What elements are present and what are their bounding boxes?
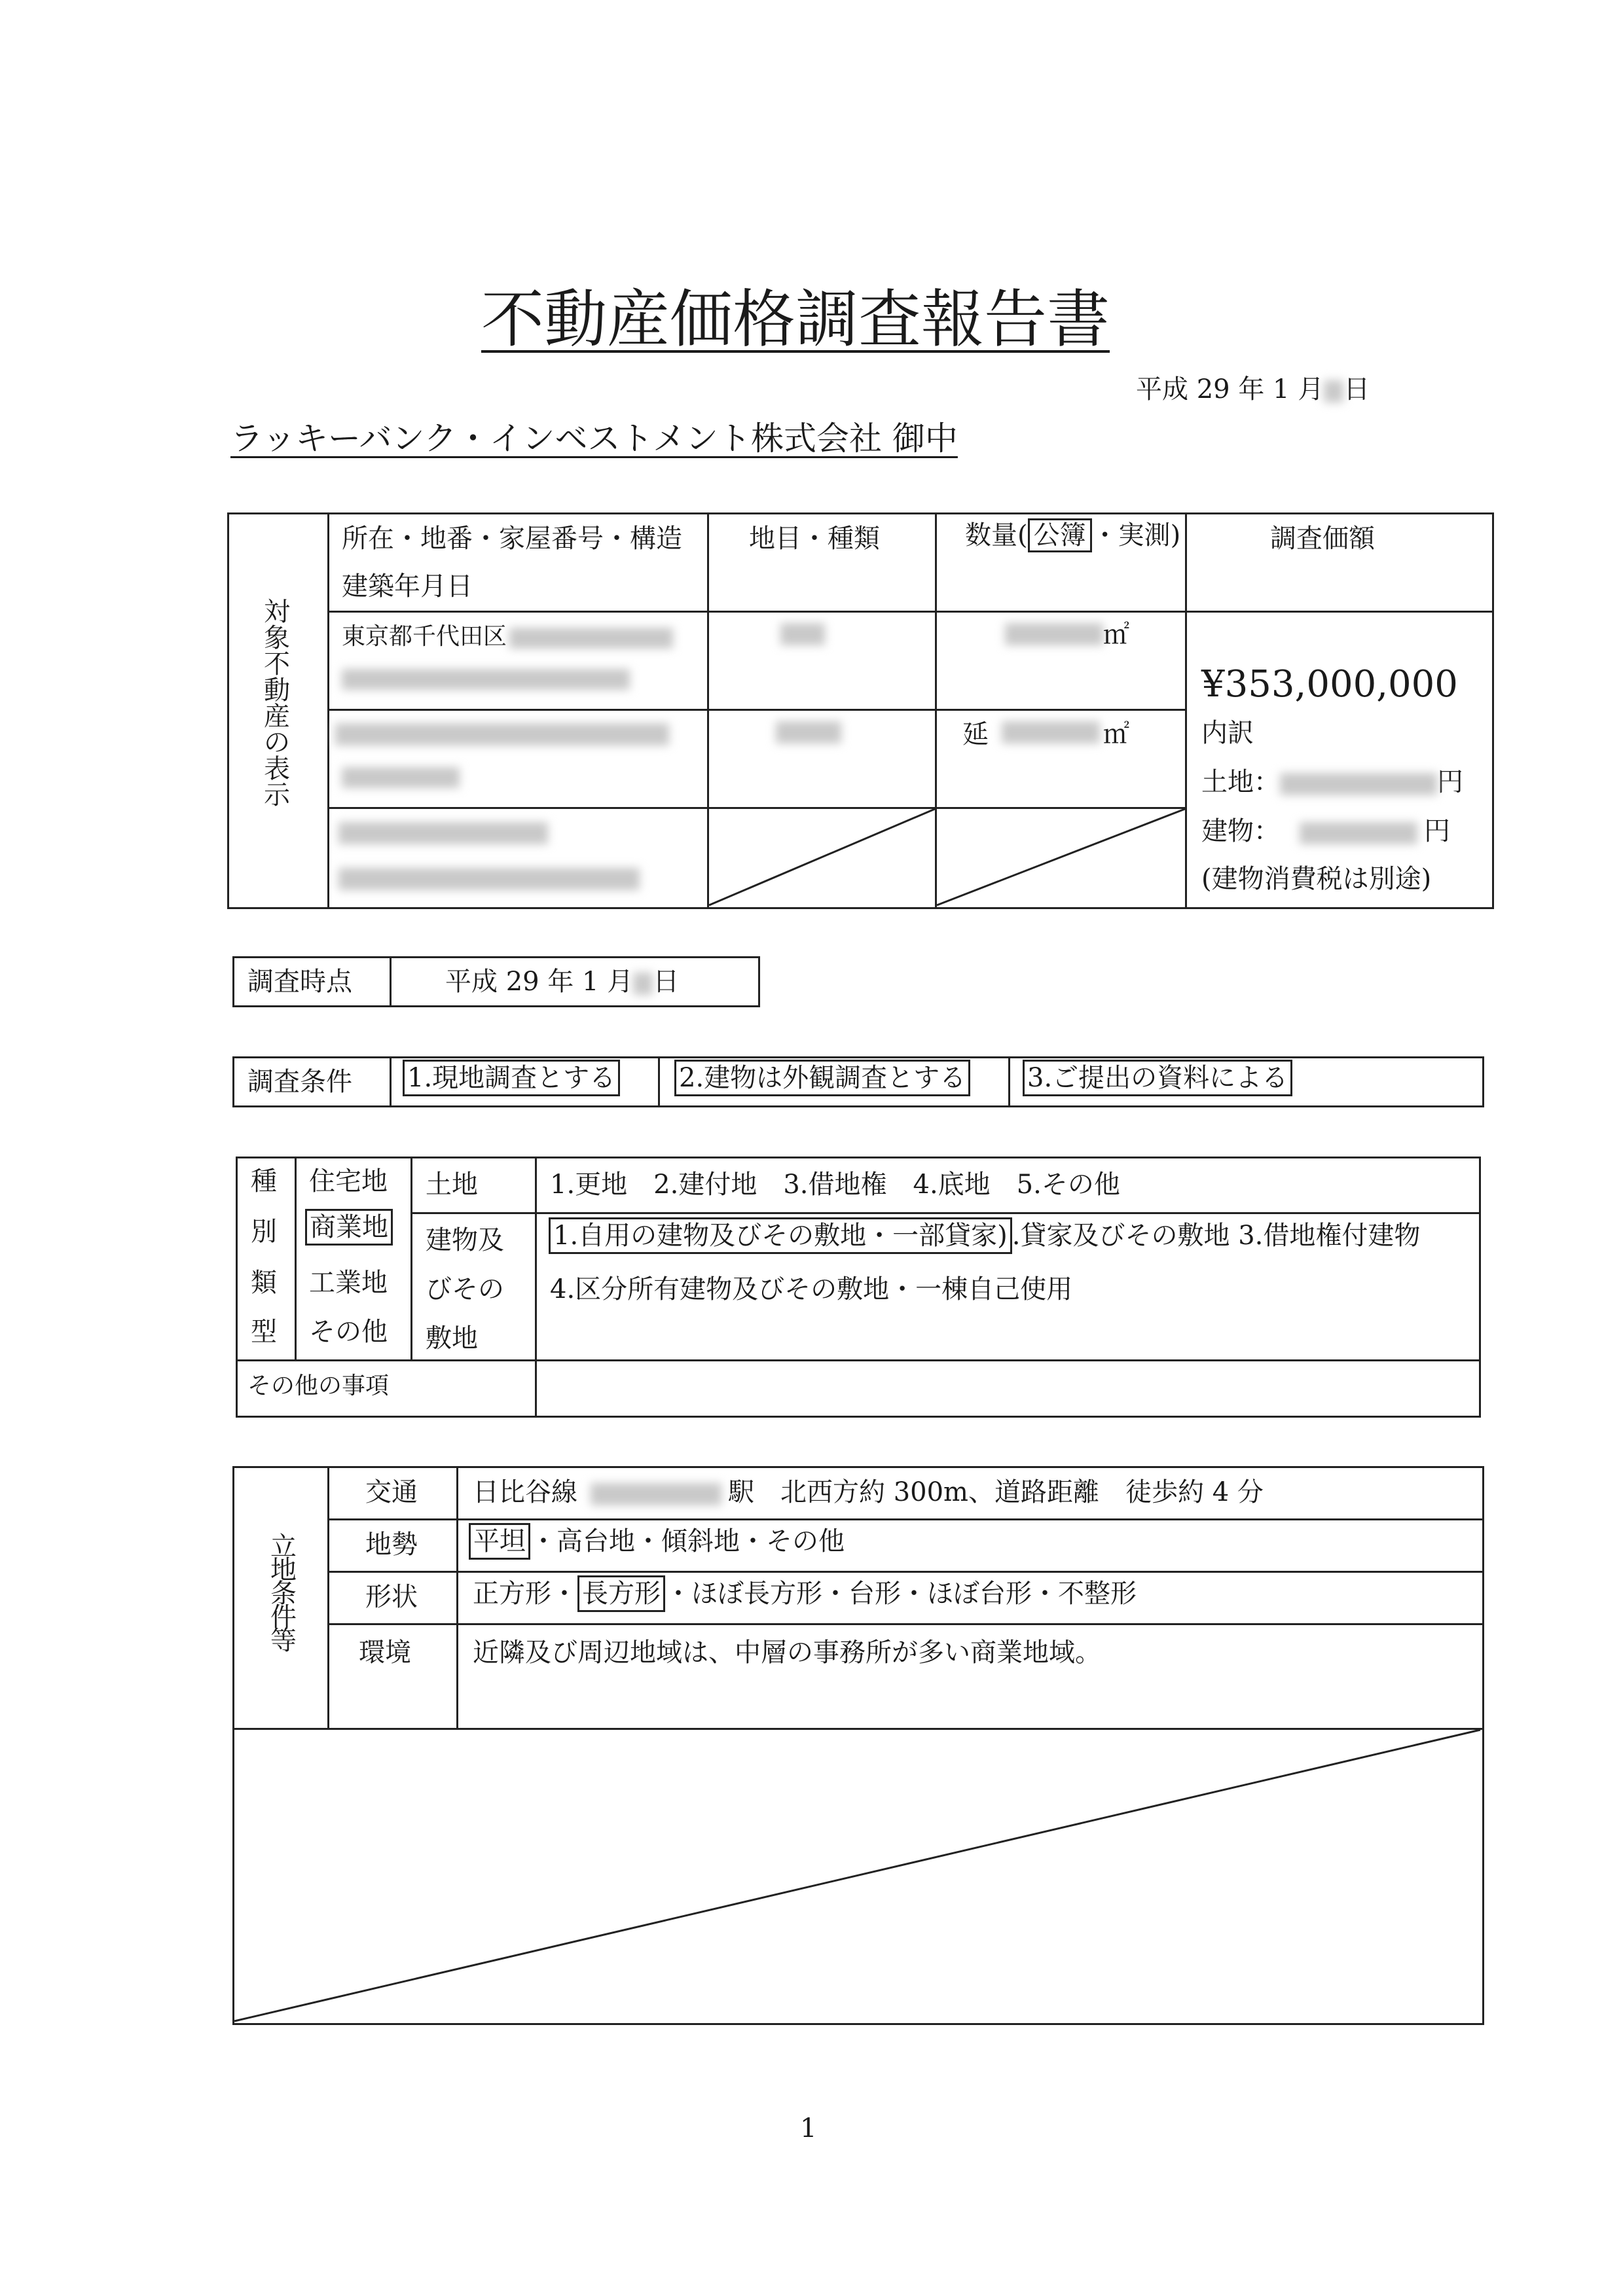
location-empty-diagonal (234, 1730, 1480, 2021)
building-label-2: びその (426, 1274, 504, 1304)
terrain-value: 平坦 ・高台地・傾斜地・その他 (469, 1528, 845, 1554)
class-side-0: 種 (251, 1166, 277, 1196)
row3-category-diagonal (709, 809, 935, 905)
conditions-label: 調査条件 (247, 1067, 352, 1097)
header-build-date: 建築年月日 (342, 571, 473, 601)
zone-other: その他 (309, 1317, 388, 1347)
redacted-row3-line1 (338, 822, 548, 844)
addressee: ラッキーバンク・インベストメント株式会社 御中 (230, 420, 958, 457)
traffic-label: 交通 (365, 1477, 418, 1507)
zone-industrial: 工業地 (309, 1268, 388, 1298)
header-price: 調査価額 (1270, 524, 1375, 554)
land-options: 1.更地 2.建付地 3.借地権 4.底地 5.その他 (550, 1170, 1120, 1200)
page-number: 1 (800, 2113, 817, 2144)
location-side-label: 立 地 条 件 等 (270, 1532, 297, 1656)
building-options-line1: 1.自用の建物及びその敷地・一部貸家) .貸家及びその敷地 3.借地権付建物 (549, 1223, 1420, 1249)
tax-note: (建物消費税は別途) (1201, 864, 1432, 894)
header-category: 地目・種類 (749, 524, 880, 554)
class-side-1: 別 (251, 1217, 277, 1247)
shape-label: 形状 (365, 1582, 418, 1612)
terrain-label: 地勢 (365, 1530, 418, 1560)
row2-floor-prefix: 延 (962, 719, 989, 749)
row1-address: 東京都千代田区 (342, 625, 673, 649)
report-date-suffix: 日 (1343, 374, 1370, 404)
condition-3: 3.ご提出の資料による (1023, 1065, 1292, 1091)
property-side-label: 対 象 不 動 産 の 表 示 (264, 597, 290, 810)
condition-1: 1.現地調査とする (403, 1065, 620, 1091)
shape-value: 正方形・ 長方形 ・ほぼ長方形・台形・ほぼ台形・不整形 (473, 1581, 1137, 1607)
redacted-row1-line2 (342, 669, 630, 690)
other-matters-label: その他の事項 (247, 1372, 390, 1399)
land-price-row: 土地： 円 (1201, 767, 1463, 797)
zone-residential: 住宅地 (309, 1166, 388, 1196)
class-side-3: 型 (251, 1317, 277, 1347)
breakdown-label: 内訳 (1201, 718, 1254, 748)
registry-selected: 公簿 (1028, 518, 1092, 552)
shape-selected: 長方形 (577, 1575, 665, 1612)
redacted-row2-line1 (335, 723, 669, 745)
report-date (1136, 376, 1370, 403)
row1-area-unit: ㎡ (1103, 620, 1129, 650)
redacted-row2-category (776, 721, 841, 744)
environment-label: 環境 (359, 1638, 411, 1668)
redacted-row2-line2 (342, 767, 460, 788)
building-label-1: 建物及 (426, 1225, 504, 1255)
zone-commercial-selected: 商業地 (305, 1209, 393, 1246)
row2-area-unit: ㎡ (1103, 719, 1129, 749)
building-options-line2: 4.区分所有建物及びその敷地・一棟自己使用 (550, 1274, 1073, 1304)
condition-2: 2.建物は外観調査とする (674, 1065, 970, 1091)
redacted-row2-area (1002, 721, 1100, 744)
redacted-day (1324, 380, 1343, 403)
redacted-row3-line2 (338, 868, 640, 890)
land-label: 土地 (426, 1170, 478, 1200)
report-date-prefix: 平成 29 年 1 月 (1136, 374, 1324, 404)
redacted-row1-area (1005, 623, 1103, 645)
zone-commercial (305, 1214, 393, 1240)
survey-time-label: 調査時点 (247, 967, 352, 997)
header-quantity: 数量( 公簿 ・実測) (965, 522, 1180, 548)
environment-value: 近隣及び周辺地域は、中層の事務所が多い商業地域。 (473, 1638, 1101, 1668)
traffic-value: 日比谷線 駅 北西方約 300m、道路距離 徒歩約 4 分 (473, 1477, 1264, 1507)
building-option-selected: 1.自用の建物及びその敷地・一部貸家) (549, 1217, 1012, 1254)
terrain-selected: 平坦 (469, 1523, 530, 1560)
header-location: 所在・地番・家屋番号・構造 (342, 524, 682, 554)
row3-quantity-diagonal (937, 809, 1185, 905)
building-price-row: 建物： 円 (1201, 816, 1450, 846)
class-side-2: 類 (251, 1268, 277, 1298)
document-title: 不動産価格調査報告書 (481, 283, 1110, 356)
survey-price: ¥353,000,000 (1201, 663, 1458, 706)
redacted-row1-category (780, 623, 825, 645)
building-label-3: 敷地 (426, 1323, 478, 1354)
survey-time-value: 平成 29 年 1 月 日 (445, 967, 680, 997)
